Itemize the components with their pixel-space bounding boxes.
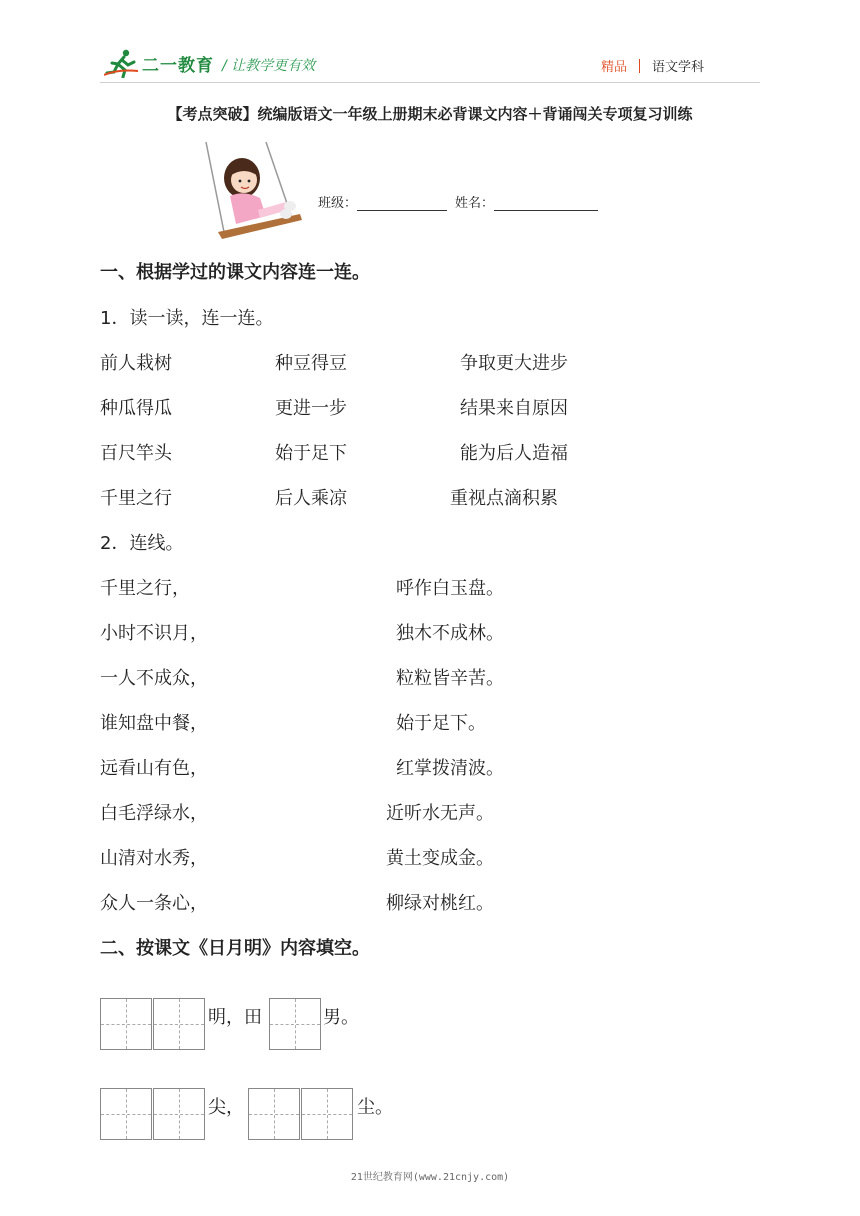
q2-left-item[interactable]: 小时不识月， <box>100 623 208 644</box>
writing-grid-box[interactable] <box>269 998 321 1050</box>
subject-tag: 语文学科 <box>651 60 704 75</box>
fill-text: 尖， <box>208 1097 244 1118</box>
q2-left-item[interactable]: 一人不成众， <box>100 668 208 689</box>
header-tags <box>601 56 704 75</box>
q2-right-item[interactable]: 始于足下。 <box>396 713 486 734</box>
slogan: / 让教学更有效 <box>222 58 316 74</box>
writing-grid-box[interactable] <box>248 1088 300 1140</box>
student-info <box>318 192 598 211</box>
class-label: 班级： <box>318 196 358 211</box>
q2-right-item[interactable]: 柳绿对桃红。 <box>386 893 494 914</box>
q2-left-item[interactable]: 众人一条心， <box>100 893 208 914</box>
name-field[interactable] <box>494 196 598 211</box>
name-label: 姓名： <box>455 196 495 211</box>
q1-col1-item[interactable]: 百尺竿头 <box>100 443 172 464</box>
q2-left-item[interactable]: 山清对水秀， <box>100 848 208 869</box>
fill-text: 明，田 <box>208 1007 262 1028</box>
q1-col2-item[interactable]: 始于足下 <box>275 443 347 464</box>
q2-right-item[interactable]: 呼作白玉盘。 <box>396 578 504 599</box>
q2-left-item[interactable]: 谁知盘中餐， <box>100 713 208 734</box>
q2-right-item[interactable]: 近听水无声。 <box>386 803 494 824</box>
page-title: 【考点突破】统编版语文一年级上册期末必背课文内容＋背诵闯关专项复习训练 <box>167 105 693 123</box>
logo <box>104 48 214 78</box>
writing-grid-box[interactable] <box>100 1088 152 1140</box>
girl-on-swing-illustration <box>196 140 308 248</box>
q1-col3-item[interactable]: 能为后人造福 <box>460 443 568 464</box>
section1-heading: 一、根据学过的课文内容连一连。 <box>100 262 370 283</box>
writing-grid-box[interactable] <box>153 998 205 1050</box>
class-field[interactable] <box>357 196 447 211</box>
q1-col1-item[interactable]: 千里之行 <box>100 488 172 509</box>
q2-left-item[interactable]: 白毛浮绿水， <box>100 803 208 824</box>
header-divider <box>639 59 640 73</box>
writing-grid-box[interactable] <box>153 1088 205 1140</box>
fill-text: 尘。 <box>357 1097 393 1118</box>
q1-col2-item[interactable]: 更进一步 <box>275 398 347 419</box>
q1-col3-item[interactable]: 争取更大进步 <box>460 353 568 374</box>
q1-col3-item[interactable]: 重视点滴积累 <box>450 488 558 509</box>
writing-grid-box[interactable] <box>100 998 152 1050</box>
q2-right-item[interactable]: 独木不成林。 <box>396 623 504 644</box>
q2-left-item[interactable]: 千里之行， <box>100 578 190 599</box>
q1-prompt: 1．读一读，连一连。 <box>100 308 274 329</box>
q2-right-item[interactable]: 粒粒皆辛苦。 <box>396 668 504 689</box>
q1-col2-item[interactable]: 后人乘凉 <box>275 488 347 509</box>
q1-col1-item[interactable]: 前人栽树 <box>100 353 172 374</box>
q1-col3-item[interactable]: 结果来自原因 <box>460 398 568 419</box>
footer: 21世纪教育网(www.21cnjy.com) <box>350 1172 510 1183</box>
logo-text: 二一教育 <box>142 55 214 76</box>
header-rule <box>100 82 760 83</box>
q2-right-item[interactable]: 红掌拨清波。 <box>396 758 504 779</box>
section2-heading: 二、按课文《日月明》内容填空。 <box>100 938 370 959</box>
runner-logo-icon <box>104 48 138 78</box>
fill-text: 男。 <box>323 1007 359 1028</box>
q1-col2-item[interactable]: 种豆得豆 <box>275 353 347 374</box>
q2-right-item[interactable]: 黄土变成金。 <box>386 848 494 869</box>
writing-grid-box[interactable] <box>301 1088 353 1140</box>
q2-prompt: 2．连线。 <box>100 533 184 554</box>
premium-tag: 精品 <box>600 60 627 75</box>
q1-col1-item[interactable]: 种瓜得瓜 <box>100 398 172 419</box>
q2-left-item[interactable]: 远看山有色， <box>100 758 208 779</box>
